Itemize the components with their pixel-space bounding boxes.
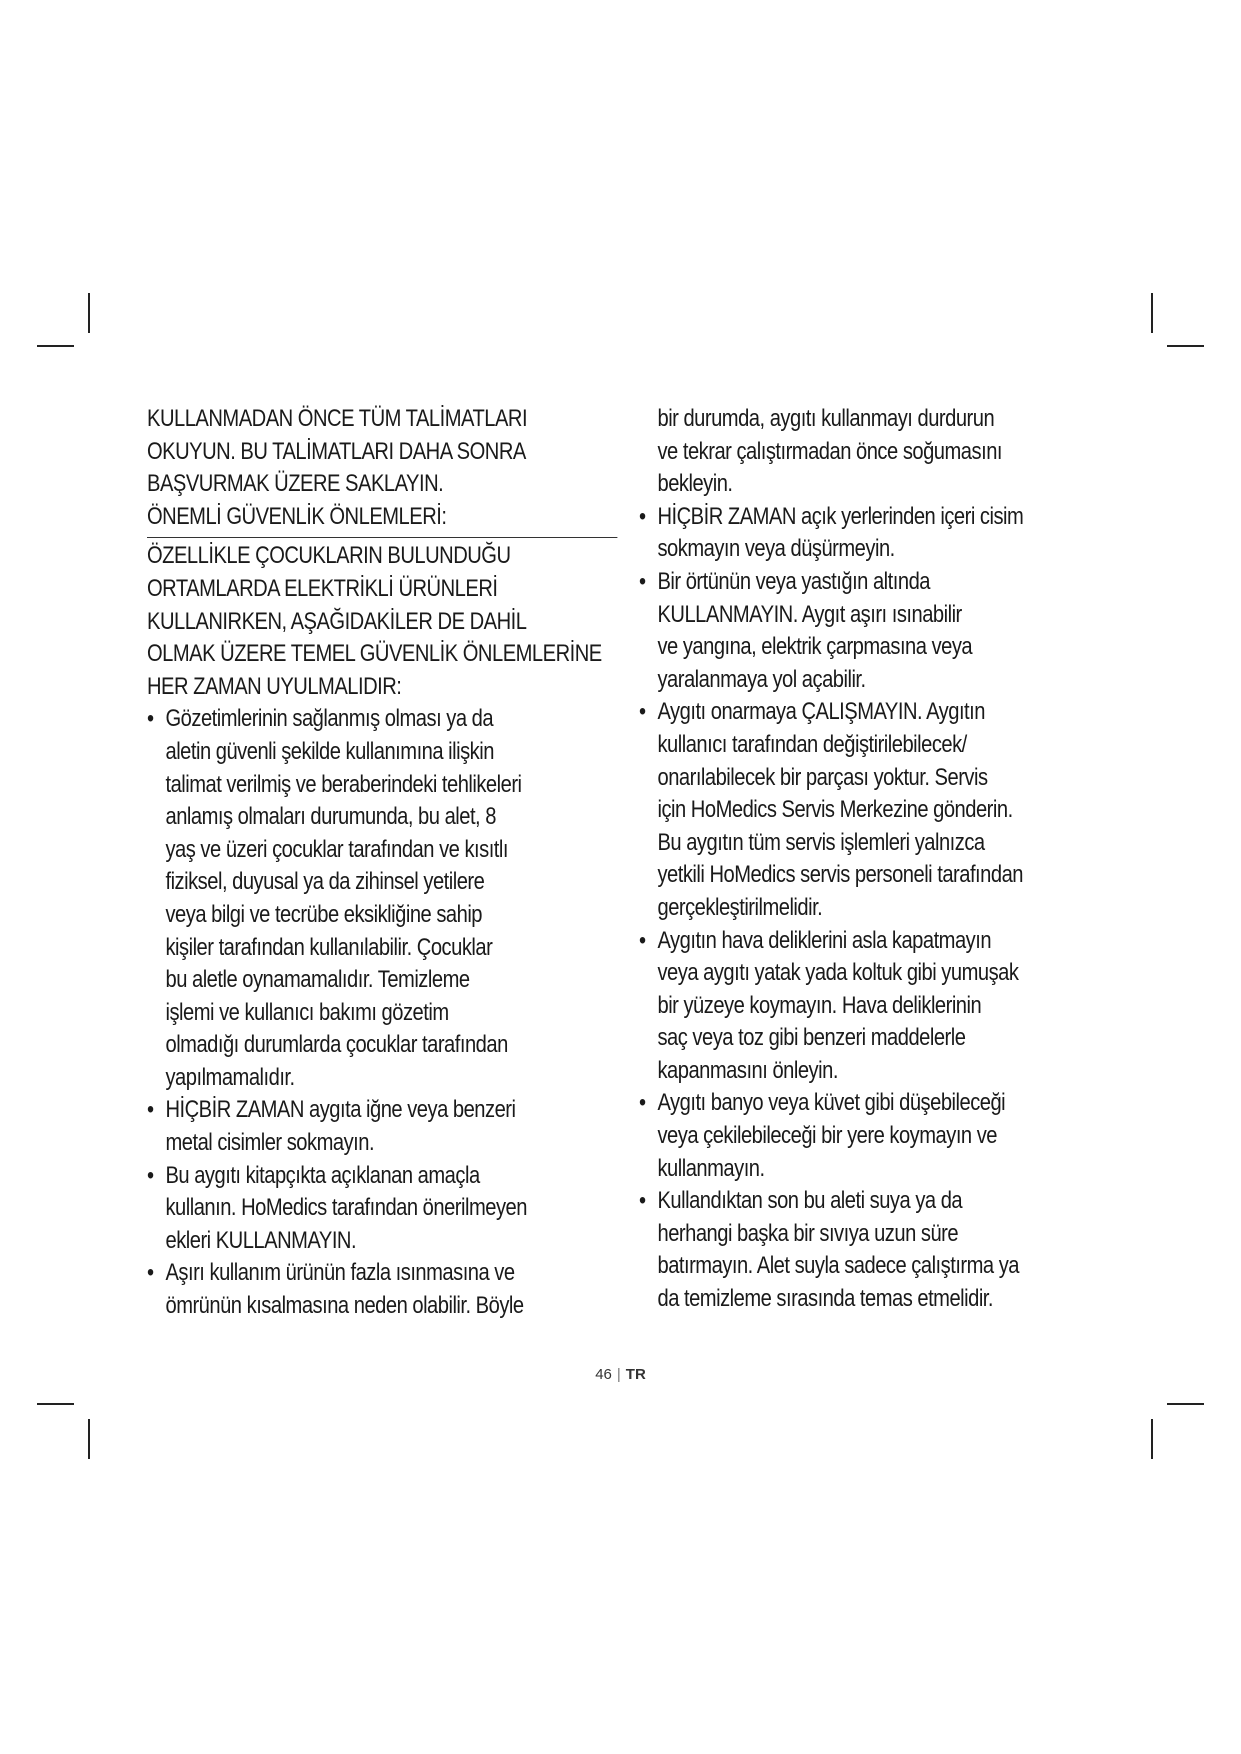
list-item: • Aygıtın hava deliklerini asla kapatmayın veya aygıtı yatak yada koltuk gibi yumuşak bir yüzeye koymayın. Hava deliklerinin saç veya toz gibi benzeri maddelerle kapanmasını önleyin. (639, 926, 1019, 1084)
crop-mark (37, 1403, 74, 1405)
language-code: TR (625, 1366, 646, 1383)
crop-mark (1151, 293, 1153, 333)
crop-mark (1151, 1419, 1153, 1459)
list-item: • Aygıtı banyo veya küvet gibi düşebileceği veya çekilebileceği bir yere koymayın ve kullanmayın. (639, 1089, 1006, 1182)
crop-mark (88, 1419, 90, 1459)
bullet-icon: • (639, 1089, 646, 1117)
list-item: • Bu aygıtı kitapçıkta açıklanan amaçla kullanın. HoMedics tarafından önerilmeyen ekleri KULLANMAYIN. (147, 1161, 527, 1254)
bullet-icon: • (147, 705, 154, 733)
bullet-icon: • (147, 1161, 154, 1189)
crop-mark (37, 345, 74, 347)
list-item: • Gözetimlerinin sağlanmış olması ya da aletin güvenli şekilde kullanımına ilişkin talimat verilmiş ve beraberindeki tehlikeleri anlamış olmaları durumunda, bu alet, 8 yaş ve üzeri çocuklar tarafından ve kısıtlı fiziksel, duyusal ya da zihinsel yetilere veya bilgi ve tecrübe eksikliğine sahip kişiler tarafından kullanılabilir. Çocuklar bu aletle oynamamalıdır. Temizleme işlemi ve kullanıcı bakımı gözetim olmadığı durumlarda çocuklar tarafından yapılmamalıdır. (147, 705, 522, 1091)
left-safety-list (147, 703, 617, 1322)
list-item: • HİÇBİR ZAMAN aygıta iğne veya benzeri metal cisimler sokmayın. (147, 1096, 516, 1157)
continuation-text: bir durumda, aygıtı kullanmayı durdurun ve tekrar çalıştırmadan önce soğumasını bekleyin. (657, 405, 1002, 498)
bullet-icon: • (639, 698, 646, 726)
page-number: 46 (595, 1366, 612, 1383)
footer-separator: | (616, 1366, 621, 1383)
right-safety-list (639, 501, 1122, 1316)
list-item: • Aşırı kullanım ürünün fazla ısınmasına ve ömrünün kısalmasına neden olabilir. Böyle (147, 1259, 524, 1320)
safety-subheading: ÖNEMLİ GÜVENLİK ÖNLEMLERİ: (147, 501, 617, 539)
bullet-icon: • (639, 567, 646, 595)
crop-mark (1167, 1403, 1204, 1405)
bullet-icon: • (639, 926, 646, 954)
instructions-heading: KULLANMADAN ÖNCE TÜM TALİMATLARI OKUYUN. BU TALİMATLARI DAHA SONRA BAŞVURMAK ÜZERE SAKLAYIN. (147, 405, 528, 498)
right-column (639, 403, 1122, 1316)
crop-mark (88, 293, 90, 333)
crop-mark (1167, 345, 1204, 347)
page-footer (0, 1366, 1241, 1383)
list-item: • HİÇBİR ZAMAN açık yerlerinden içeri cisim sokmayın veya düşürmeyin. (639, 502, 1024, 563)
bullet-icon: • (639, 502, 646, 530)
left-column (147, 403, 617, 1323)
bullet-icon: • (639, 1187, 646, 1215)
list-item: • Aygıtı onarmaya ÇALIŞMAYIN. Aygıtın kullanıcı tarafından değiştirilebilecek/ onarılabilecek bir parçası yoktur. Servis için HoMedics Servis Merkezine gönderin. Bu aygıtın tüm servis işlemleri yalnızca yetkili HoMedics servis personeli tarafından gerçekleştirilmelidir. (639, 698, 1023, 921)
list-item: • Bir örtünün veya yastığın altında KULLANMAYIN. Aygıt aşırı ısınabilir ve yangına, elektrik çarpmasına veya yaralanmaya yol açabilir. (639, 567, 973, 693)
bullet-icon: • (147, 1096, 154, 1124)
bullet-icon: • (147, 1259, 154, 1287)
list-item: • Kullandıktan son bu aleti suya ya da herhangi başka bir sıvıya uzun süre batırmayın. Alet suyla sadece çalıştırma ya da temizleme sırasında temas etmelidir. (639, 1187, 1020, 1313)
safety-intro: ÖZELLİKLE ÇOCUKLARIN BULUNDUĞU ORTAMLARDA ELEKTRİKLİ ÜRÜNLERİ KULLANIRKEN, AŞAĞIDAKİLER DE DAHİL OLMAK ÜZERE TEMEL GÜVENLİK ÖNLEMLERİNE HER ZAMAN UYULMALIDIR: (147, 542, 602, 700)
